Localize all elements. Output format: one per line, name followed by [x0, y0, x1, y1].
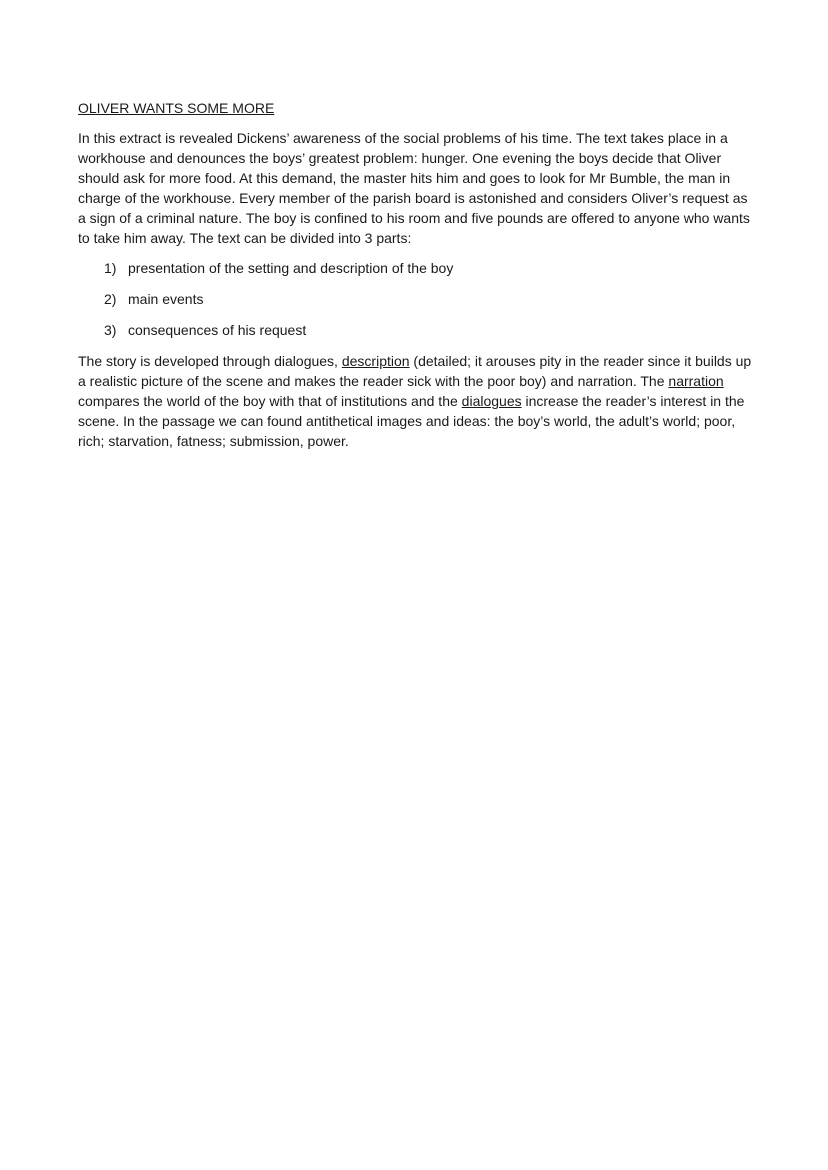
list-item: [104, 289, 758, 309]
underlined-term-narration: narration: [668, 373, 724, 389]
list-item: [104, 320, 758, 340]
underlined-term-description: description: [341, 353, 410, 369]
document-page: [78, 98, 758, 451]
analysis-text: (detailed; it arouses pity in the reader since it builds up a realistic picture of the scene and makes the reader sick with the poor boy) and narration. The: [78, 353, 752, 389]
list-item-text: consequences of his request: [128, 322, 307, 338]
parts-list: [78, 258, 758, 340]
analysis-text: The story is developed through dialogues,: [78, 353, 342, 369]
list-item-number: 1): [104, 260, 117, 276]
list-item: [104, 258, 758, 278]
list-item-number: 2): [104, 291, 117, 307]
analysis-paragraph: [78, 351, 758, 451]
analysis-text: increase the reader’s interest in the scene. In the passage we can found antithetical images and ideas: the boy’s world, the adult’s world; poor, rich; starvation, fatness; submission, power.: [78, 393, 745, 449]
list-item-text: main events: [128, 291, 204, 307]
list-item-number: 3): [104, 322, 117, 338]
intro-paragraph: In this extract is revealed Dickens’ awareness of the social problems of his time. The text takes place in a workhouse and denounces the boys’ greatest problem: hunger. One evening the boys decide that Oliver should ask for more food. At this demand, the master hits him and goes to look for Mr Bumble, the man in charge of the workhouse. Every member of the parish board is astonished and considers Oliver’s request as a sign of a criminal nature. The boy is confined to his room and five pounds are offered to anyone who wants to take him away. The text can be divided into 3 parts:: [78, 130, 750, 246]
list-item-text: presentation of the setting and description of the boy: [128, 260, 454, 276]
document-title: OLIVER WANTS SOME MORE: [78, 100, 275, 116]
analysis-text: compares the world of the boy with that of institutions and the: [78, 393, 462, 409]
underlined-term-dialogues: dialogues: [461, 393, 522, 409]
